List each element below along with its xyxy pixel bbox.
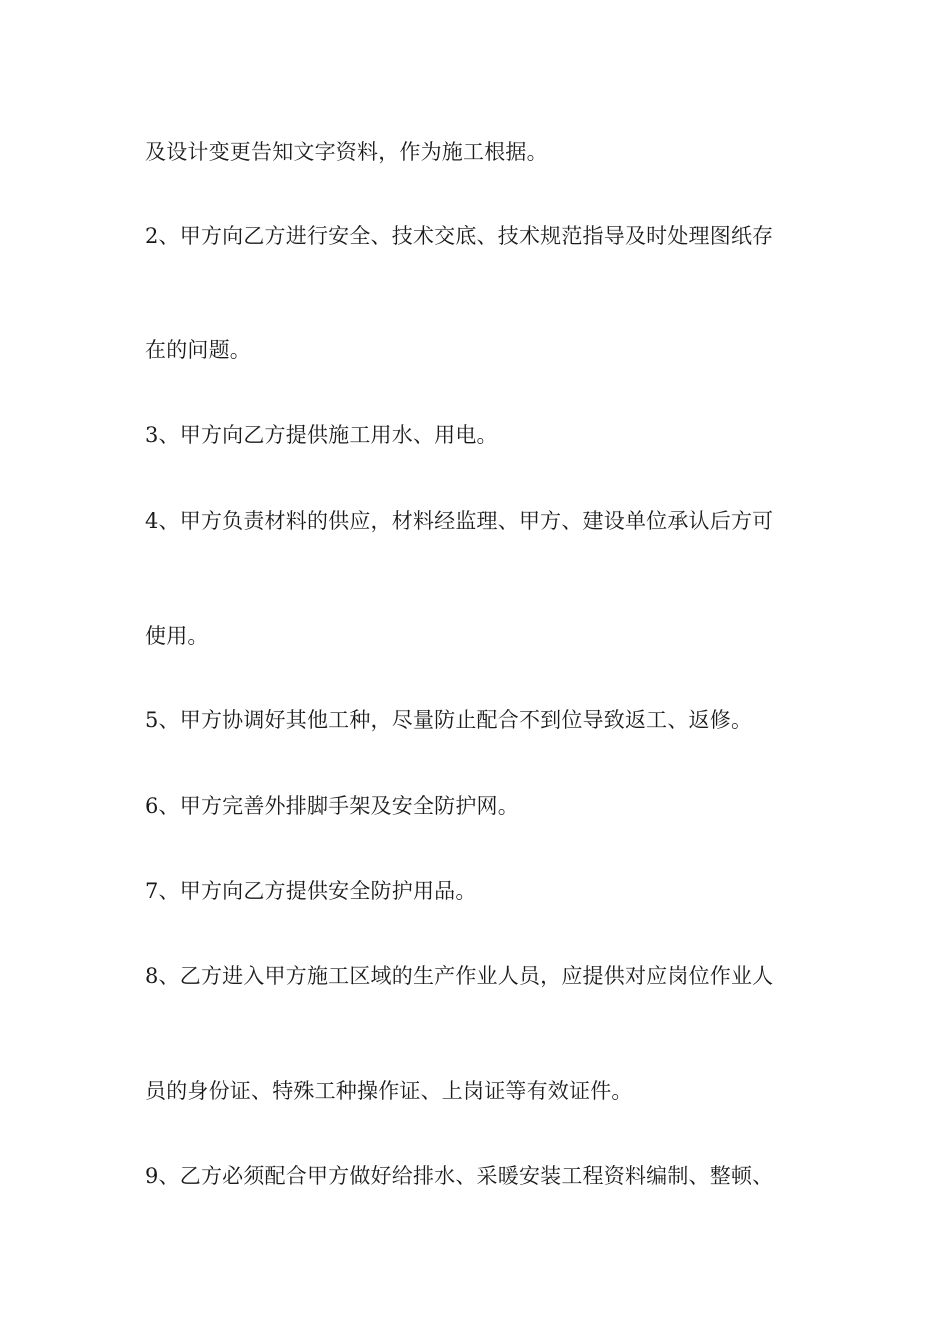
text-line: 4、甲方负责材料的供应，材料经监理、甲方、建设单位承认后方可	[145, 509, 774, 533]
text-line: 使用。	[145, 624, 209, 648]
text-line: 9、乙方必须配合甲方做好给排水、采暖安装工程资料编制、整顿、	[145, 1164, 774, 1188]
text-line: 在的问题。	[145, 338, 251, 362]
text-line: 7、甲方向乙方提供安全防护用品。	[145, 879, 477, 903]
text-line: 6、甲方完善外排脚手架及安全防护网。	[145, 794, 519, 818]
text-line: 8、乙方进入甲方施工区域的生产作业人员，应提供对应岗位作业人	[145, 964, 774, 988]
text-line: 3、甲方向乙方提供施工用水、用电。	[145, 423, 498, 447]
text-line: 2、甲方向乙方进行安全、技术交底、技术规范指导及时处理图纸存	[145, 224, 774, 248]
text-line: 员的身份证、特殊工种操作证、上岗证等有效证件。	[145, 1079, 633, 1103]
text-line: 及设计变更告知文字资料，作为施工根据。	[145, 140, 548, 164]
text-line: 5、甲方协调好其他工种，尽量防止配合不到位导致返工、返修。	[145, 708, 753, 732]
